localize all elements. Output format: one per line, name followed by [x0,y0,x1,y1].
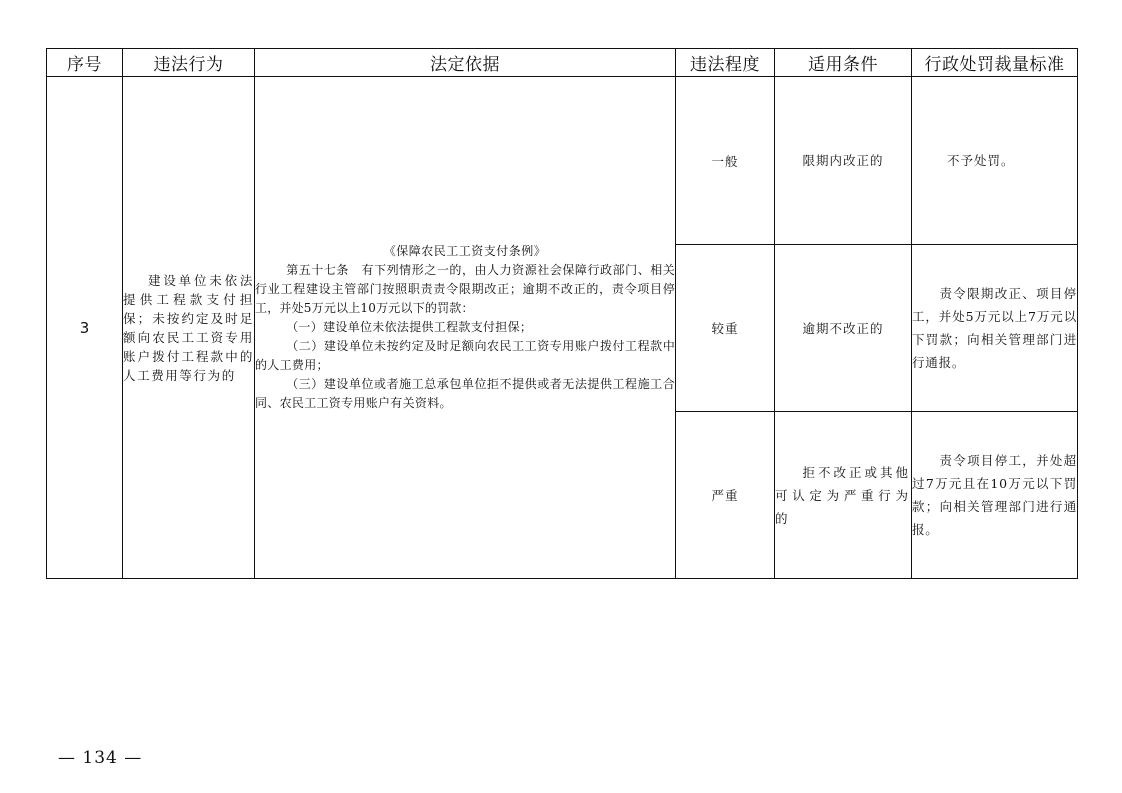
cell-condition-serious [775,245,912,412]
cell-seq: 3 [47,77,123,579]
table-row [47,77,1078,245]
condition-severe-text: 拒不改正或其他可认定为严重行为的 [775,464,912,526]
cell-penalty-serious [912,245,1078,412]
legal-basis-title: 《保障农民工工资支付条例》 [383,244,547,258]
page-number: — 134 — [58,748,143,768]
condition-general-text: 限期内改正的 [802,153,884,168]
penalty-standard-table [46,48,1078,579]
cell-condition-general [775,77,912,245]
table-header-row [47,49,1078,77]
cell-penalty-severe [912,412,1078,579]
cell-violation-act [123,77,255,579]
violation-act-text: 建设单位未依法提供工程款支付担保；未按约定及时足额向农民工工资专用账户拨付工程款中的人工费用等行为的 [123,272,254,383]
cell-legal-basis [255,77,676,579]
header-seq: 序号 [47,49,123,77]
penalty-general-text: 不予处罚。 [947,153,1015,168]
cell-degree-serious: 较重 [676,245,775,412]
header-penalty-standard: 行政处罚裁量标准 [912,49,1078,77]
legal-basis-item-3: （三）建设单位或者施工总承包单位拒不提供或者无法提供工程施工合同、农民工工资专用账户有关资料。 [255,377,675,410]
header-violation-degree: 违法程度 [676,49,775,77]
legal-basis-item-1: （一）建设单位未依法提供工程款支付担保； [286,320,533,334]
cell-degree-general: 一般 [676,77,775,245]
legal-basis-item-2: （二）建设单位未按约定及时足额向农民工工资专用账户拨付工程款中的人工费用； [255,339,675,372]
legal-basis-article: 第五十七条 有下列情形之一的，由人力资源社会保障行政部门、相关行业工程建设主管部门按照职责责令限期改正；逾期不改正的，责令项目停工，并处5万元以上10万元以下的罚款： [255,263,675,315]
penalty-serious-text: 责令限期改正、项目停工，并处5万元以上7万元以下罚款；向相关管理部门进行通报。 [912,286,1077,370]
header-applicable-condition: 适用条件 [775,49,912,77]
cell-degree-severe: 严重 [676,412,775,579]
cell-condition-severe [775,412,912,579]
header-violation-act: 违法行为 [123,49,255,77]
cell-penalty-general [912,77,1078,245]
header-legal-basis: 法定依据 [255,49,676,77]
penalty-severe-text: 责令项目停工，并处超过7万元且在10万元以下罚款；向相关管理部门进行通报。 [912,453,1077,537]
condition-serious-text: 逾期不改正的 [802,320,884,336]
